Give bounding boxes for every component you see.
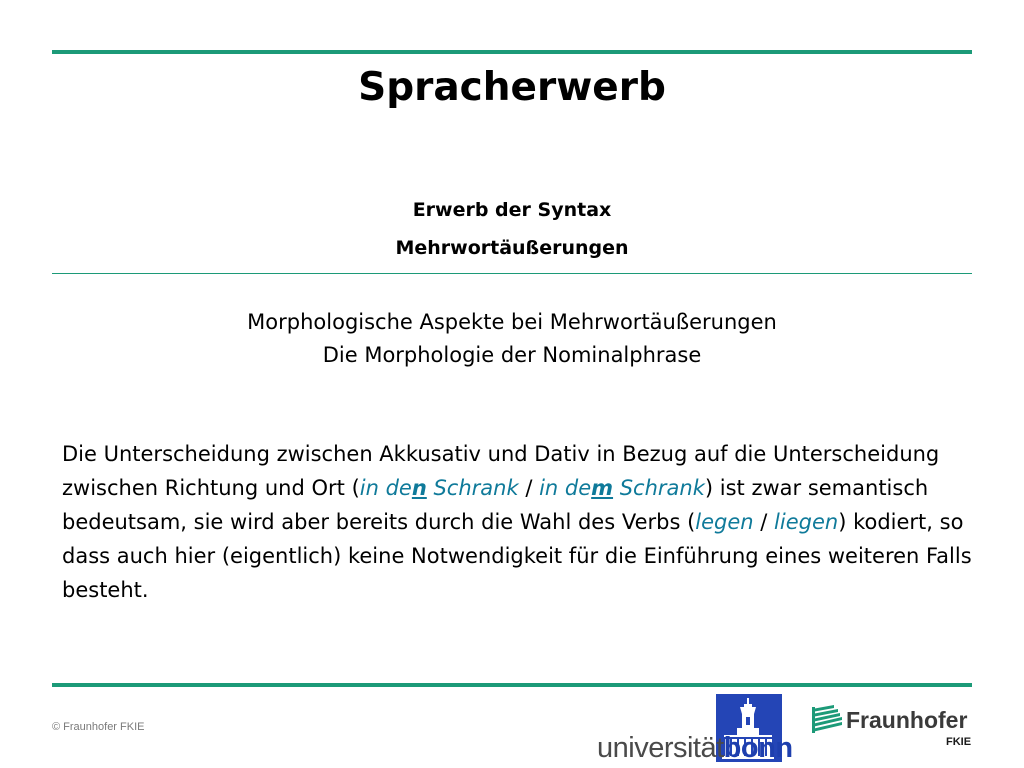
example-legen: legen <box>695 510 754 534</box>
slide-title: Spracherwerb <box>358 65 666 110</box>
body-text-3: ) kodiert, so dass auch hier (eigentlich) keine Notwendigkeit für die Einführung eines weiteren Falls besteht. <box>62 510 972 602</box>
separator-1: / <box>518 476 540 500</box>
heading-morphological-aspects: Morphologische Aspekte bei Mehrwortäußerungen <box>247 310 777 334</box>
example-den-ending: n <box>411 476 427 500</box>
example-dem-prefix: in de <box>539 476 592 500</box>
example-dem-ending: m <box>591 476 614 500</box>
section-headings <box>0 306 1024 372</box>
example-dem-noun: Schrank <box>613 476 705 500</box>
subtitle-syntax: Erwerb der Syntax <box>412 199 612 221</box>
heading-noun-phrase: Die Morphologie der Nominalphrase <box>322 343 702 367</box>
fraunhofer-mark-icon <box>812 705 842 733</box>
body-text-1: Die Unterscheidung zwischen Akkusativ und Dativ in Bezug auf die Unterscheidung zwischen Richtung und Ort ( <box>62 442 940 500</box>
example-dem-schrank <box>539 476 705 500</box>
fraunhofer-logo-icon <box>812 705 842 733</box>
example-liegen: liegen <box>774 510 839 534</box>
fraunhofer-wordmark: Fraunhofer <box>846 707 968 733</box>
example-den-prefix: in de <box>359 476 412 500</box>
separator-2: / <box>753 510 775 534</box>
copyright-notice: © Fraunhofer FKIE <box>52 721 145 733</box>
fraunhofer-institute-label: FKIE <box>946 736 972 748</box>
body-paragraph <box>62 437 974 607</box>
body-text-2: ) ist zwar semantisch bedeutsam, sie wird aber bereits durch die Wahl des Verbs ( <box>62 476 929 534</box>
example-den-schrank <box>360 476 519 500</box>
university-bonn-wordmark <box>597 731 793 765</box>
example-den-noun: Schrank <box>426 476 519 500</box>
wordmark-bonn: bonn <box>723 732 793 764</box>
subtitle-multiword: Mehrwortäußerungen <box>395 237 629 259</box>
bottom-divider <box>52 683 972 687</box>
wordmark-universitaet: universität <box>597 732 724 764</box>
top-divider <box>52 50 972 54</box>
middle-divider <box>52 273 972 274</box>
